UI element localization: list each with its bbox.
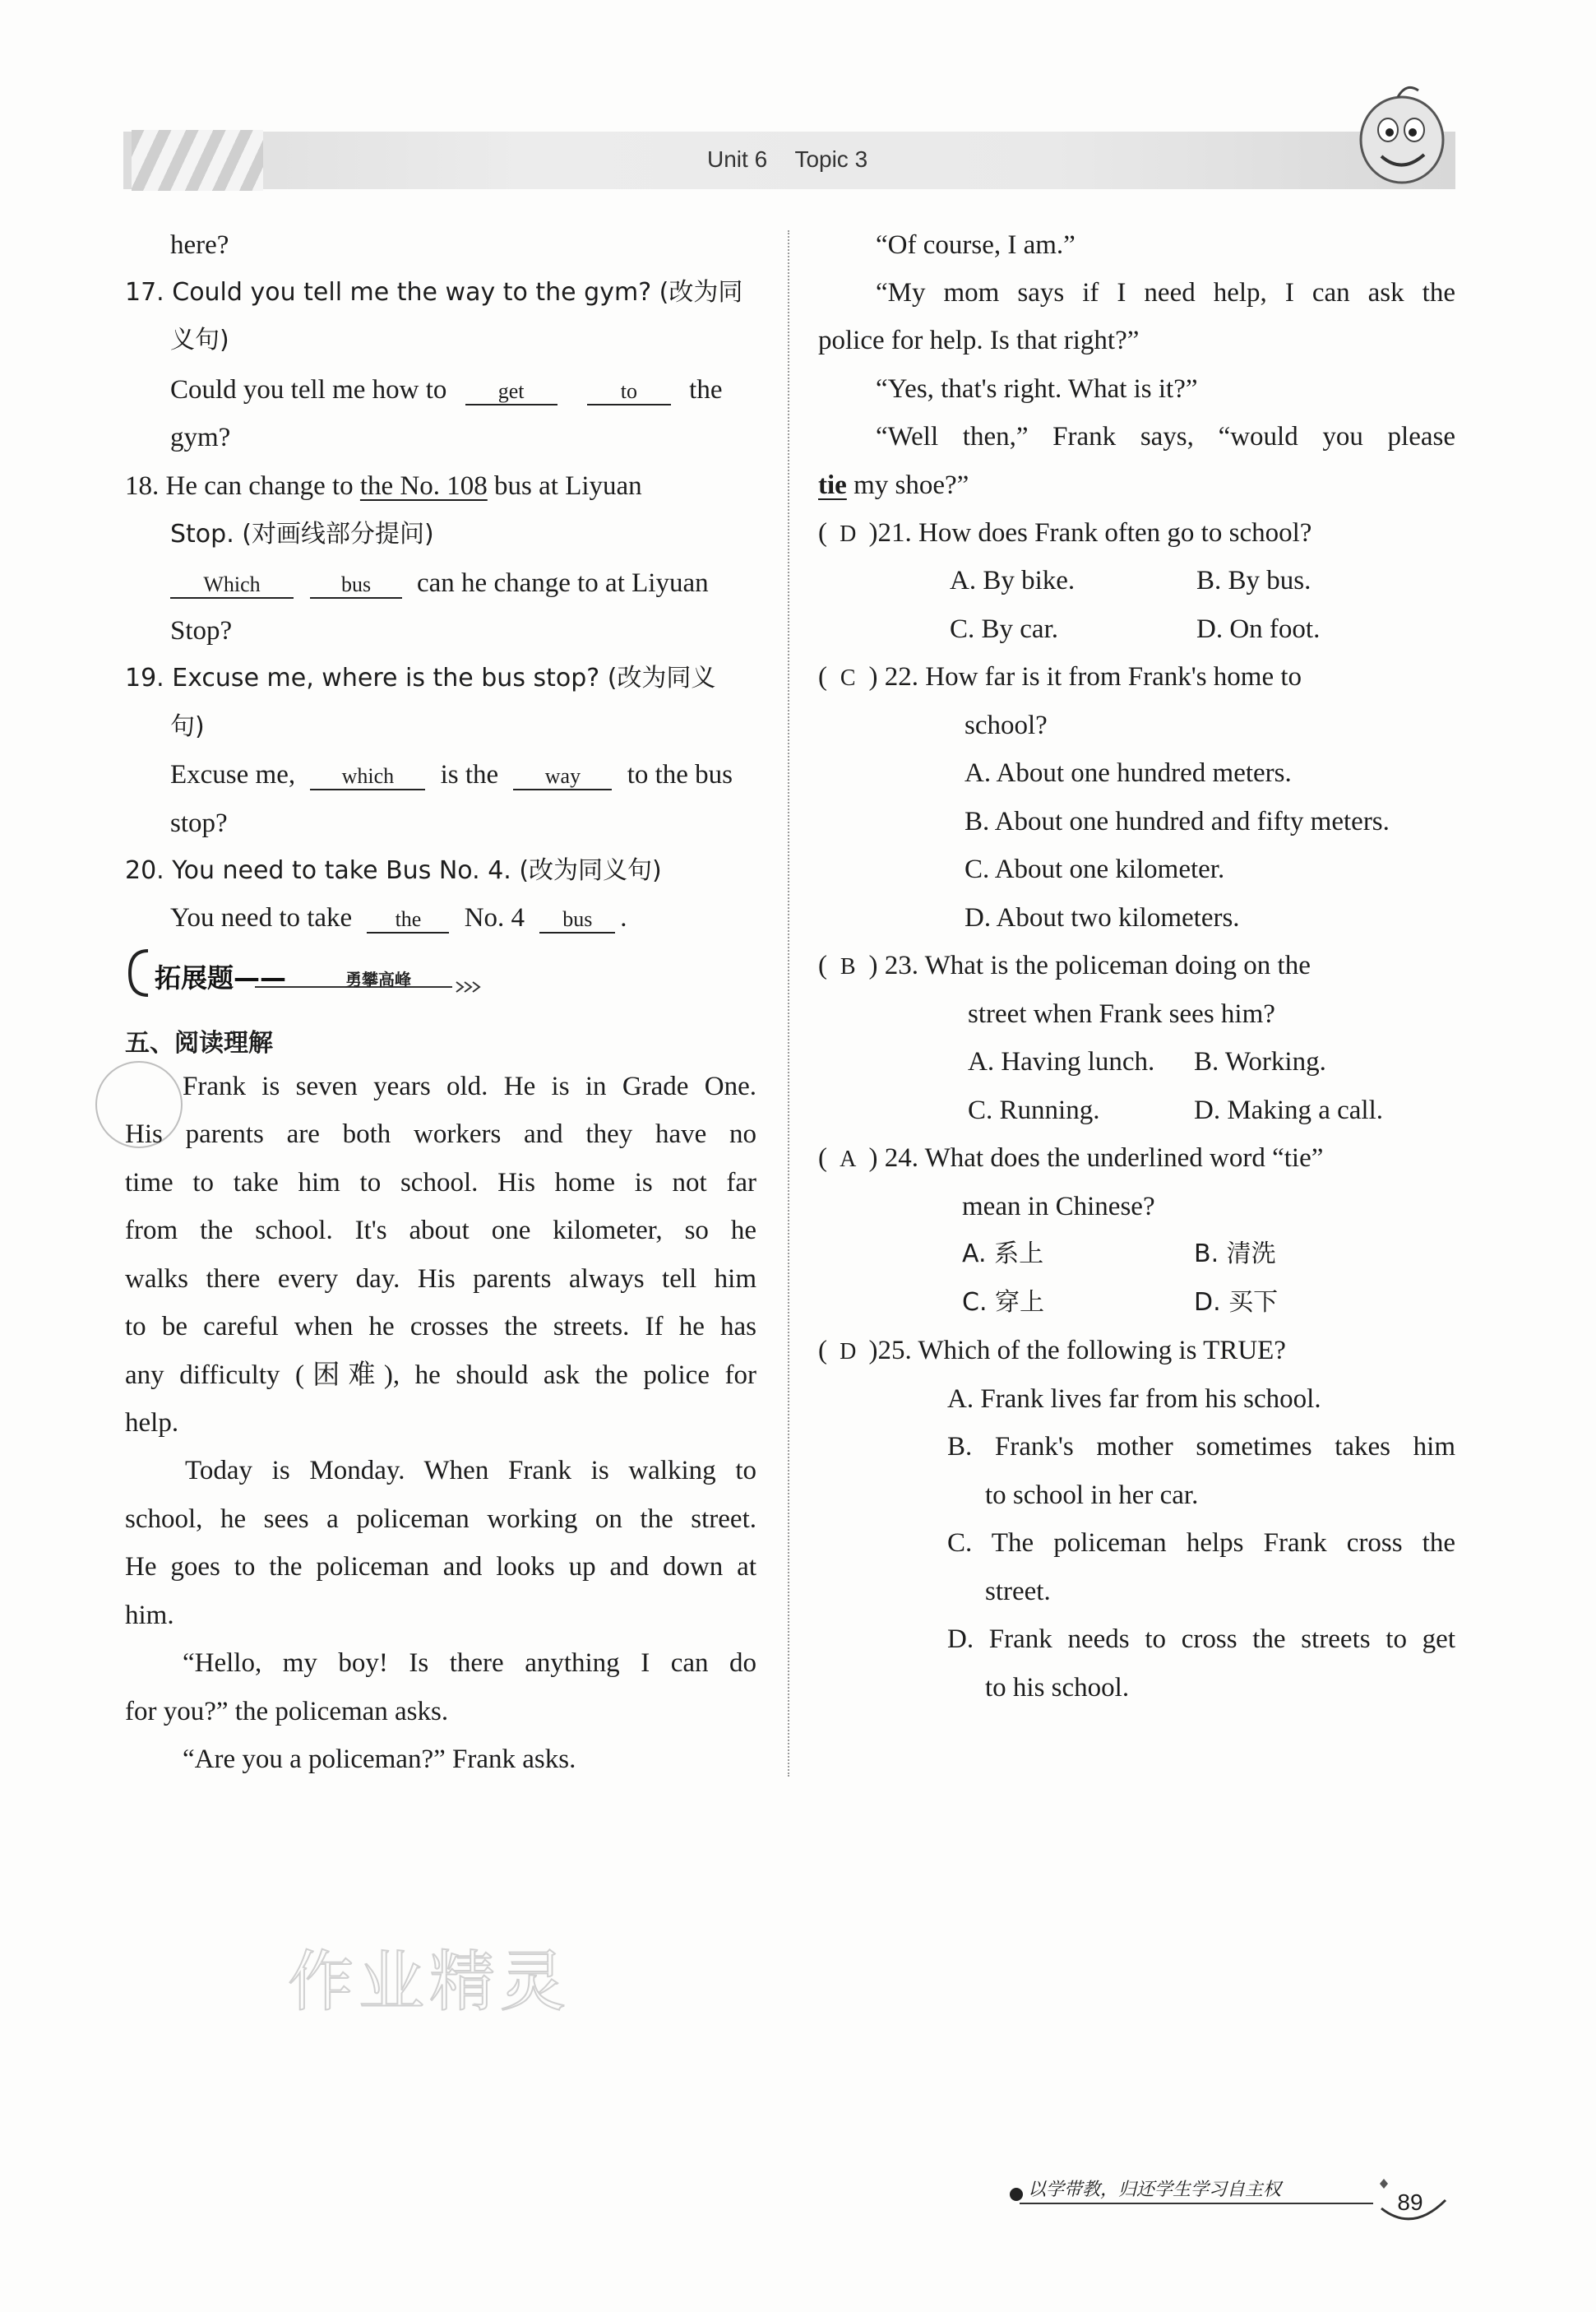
q24-option: B. 清洗	[1194, 1239, 1276, 1268]
q17-prompt-2: 义句)	[170, 326, 229, 354]
q20-prompt: 20. You need to take Bus No. 4. (改为同义句)	[125, 856, 662, 885]
q24-text: ) 24. What does the underlined word “tie”	[868, 1143, 1324, 1173]
topic-label: Topic 3	[794, 146, 868, 172]
q18-answer-line	[170, 567, 709, 600]
q21-option: C. By car.	[950, 614, 1058, 644]
q22-option: D. About two kilometers.	[965, 903, 1240, 933]
column-divider	[788, 230, 789, 1777]
q17-blank-1: get	[465, 379, 557, 405]
q18-blank-2: bus	[310, 572, 402, 599]
q23-stem: ( B ) 23. What is the policeman doing on the	[818, 949, 1311, 984]
q17-pre: Could you tell me how to	[170, 375, 447, 405]
q24-option: C. 穿上	[962, 1288, 1045, 1317]
q18-post: bus at Liyuan	[487, 471, 642, 501]
q22-option: B. About one hundred and fifty meters.	[965, 807, 1390, 836]
q21-stem: ( D )21. How does Frank often go to school?	[818, 517, 1311, 551]
q20-blank-2: bus	[539, 907, 615, 934]
q23-answer: B	[840, 954, 856, 980]
footer-dot-icon	[1010, 2188, 1023, 2201]
q17-post: the	[689, 375, 723, 405]
q19-pre: Excuse me,	[170, 760, 296, 790]
passage-line: “Are you a policeman?” Frank asks.	[183, 1744, 576, 1774]
passage-line: Today is Monday. When Frank is walking to	[185, 1456, 756, 1485]
q18-blank-1: Which	[170, 572, 294, 599]
q22-answer: C	[840, 665, 856, 691]
q25-option-cont: to school in her car.	[985, 1480, 1199, 1510]
passage-line: His parents are both workers and they have no	[125, 1119, 756, 1149]
q25-option: D. Frank needs to cross the streets to get	[947, 1624, 1455, 1654]
q16-tail: here?	[170, 230, 229, 260]
passage-line: to be careful when he crosses the streets. If he has	[125, 1312, 756, 1341]
q18-post2: can he change to at Liyuan	[417, 568, 709, 598]
mascot-icon	[1349, 82, 1455, 197]
passage-line: time to take him to school. His home is not far	[125, 1168, 756, 1198]
q21-text: )21. How does Frank often go to school?	[868, 518, 1312, 548]
q17-prompt: 17. Could you tell me the way to the gym? (改为同	[125, 278, 743, 307]
page-number: 89	[1397, 2189, 1423, 2215]
passage-line: walks there every day. His parents always tell him	[125, 1264, 756, 1294]
q21-option: B. By bus.	[1196, 566, 1311, 595]
q18-underlined: the No. 108	[359, 471, 488, 501]
q23-option: A. Having lunch.	[968, 1047, 1155, 1077]
footer-line	[1020, 2203, 1373, 2204]
q17-answer-line	[170, 373, 762, 406]
q18-tail: Stop?	[170, 616, 233, 646]
passage-line: “Hello, my boy! Is there anything I can do	[183, 1648, 756, 1678]
q19-blank-2: way	[513, 764, 612, 790]
q25-option-cont: to his school.	[985, 1673, 1130, 1703]
q19-prompt-2: 句)	[170, 712, 205, 741]
passage-line-tie	[818, 469, 969, 502]
q23-text: ) 23. What is the policeman doing on the	[868, 951, 1311, 980]
passage-line: him.	[125, 1601, 174, 1630]
q24-option: A. 系上	[962, 1239, 1044, 1268]
q22-text: ) 22. How far is it from Frank's home to	[868, 662, 1302, 692]
q24-stem: ( A ) 24. What does the underlined word “tie”	[818, 1142, 1323, 1176]
page-header	[707, 146, 889, 173]
q18-line-1	[125, 470, 642, 503]
header-stripes	[132, 130, 263, 191]
q20-pre: You need to take	[170, 903, 353, 933]
reading-section-title: 五、阅读理解	[125, 1029, 273, 1058]
q23-option: D. Making a call.	[1194, 1096, 1384, 1125]
q22-option: C. About one kilometer.	[965, 855, 1225, 884]
q20-mid: No. 4	[464, 903, 525, 933]
q22-stem-cont: school?	[965, 711, 1048, 740]
passage-line: any difficulty (困难), he should ask the police for	[125, 1360, 756, 1390]
passage-line: “Well then,” Frank says, “would you please	[876, 422, 1455, 452]
passage-line: “My mom says if I need help, I can ask the	[876, 278, 1455, 308]
q18-pre: 18. He can change to	[125, 471, 360, 501]
q20-end: .	[620, 903, 627, 933]
passage-line: school, he sees a policeman working on the street.	[125, 1504, 756, 1534]
passage-line: for you?” the policeman asks.	[125, 1697, 449, 1726]
q25-text: )25. Which of the following is TRUE?	[868, 1336, 1286, 1365]
q25-answer: D	[840, 1339, 857, 1364]
q19-prompt: 19. Excuse me, where is the bus stop? (改为同义	[125, 664, 716, 693]
q21-option: D. On foot.	[1196, 614, 1321, 644]
passage-line: “Yes, that's right. What is it?”	[876, 374, 1198, 404]
q23-stem-cont: street when Frank sees him?	[968, 999, 1275, 1029]
q19-blank-1: which	[310, 764, 425, 790]
passage-line: from the school. It's about one kilometer, so he	[125, 1216, 756, 1245]
q24-option: D. 买下	[1194, 1288, 1279, 1317]
footer-slogan: 以学带教，归还学生学习自主权	[1028, 2180, 1282, 2200]
q18-line-2: Stop. (对画线部分提问)	[170, 520, 434, 549]
q19-tail: stop?	[170, 809, 228, 838]
q23-option: C. Running.	[968, 1096, 1100, 1125]
banner-title: 拓展题——	[155, 962, 287, 994]
passage-line: “Of course, I am.”	[876, 230, 1076, 260]
passage-line: help.	[125, 1408, 179, 1438]
q19-post: to the bus	[627, 760, 733, 790]
q21-option: A. By bike.	[950, 566, 1076, 595]
q22-stem: ( C ) 22. How far is it from Frank's home to	[818, 660, 1455, 695]
unit-label: Unit 6	[707, 146, 768, 172]
q25-option-cont: street.	[985, 1577, 1051, 1606]
passage-line: Frank is seven years old. He is in Grade One.	[183, 1072, 756, 1101]
q24-stem-cont: mean in Chinese?	[962, 1192, 1155, 1221]
q25-option: B. Frank's mother sometimes takes him	[947, 1432, 1455, 1462]
q20-blank-1: the	[367, 907, 449, 934]
banner-subtitle: 勇攀高峰	[345, 970, 411, 989]
q17-blank-2: to	[587, 379, 671, 405]
q25-option: A. Frank lives far from his school.	[947, 1384, 1321, 1414]
tie-rest: my shoe?”	[846, 470, 969, 500]
q24-answer: A	[840, 1147, 857, 1172]
passage-line: police for help. Is that right?”	[818, 326, 1140, 355]
underlined-word-tie: tie	[818, 470, 847, 500]
watermark: 作业精灵	[288, 1944, 571, 2020]
q19-answer-line	[170, 758, 733, 791]
q22-option: A. About one hundred meters.	[965, 758, 1292, 788]
q19-mid: is the	[440, 760, 499, 790]
q21-answer: D	[840, 521, 857, 547]
q17-tail: gym?	[170, 423, 231, 452]
passage-line: He goes to the policeman and looks up and down at	[125, 1552, 756, 1582]
q20-answer-line	[170, 901, 627, 934]
q23-option: B. Working.	[1194, 1047, 1326, 1077]
q25-option: C. The policeman helps Frank cross the	[947, 1528, 1455, 1558]
q25-stem: ( D )25. Which of the following is TRUE?	[818, 1334, 1286, 1369]
